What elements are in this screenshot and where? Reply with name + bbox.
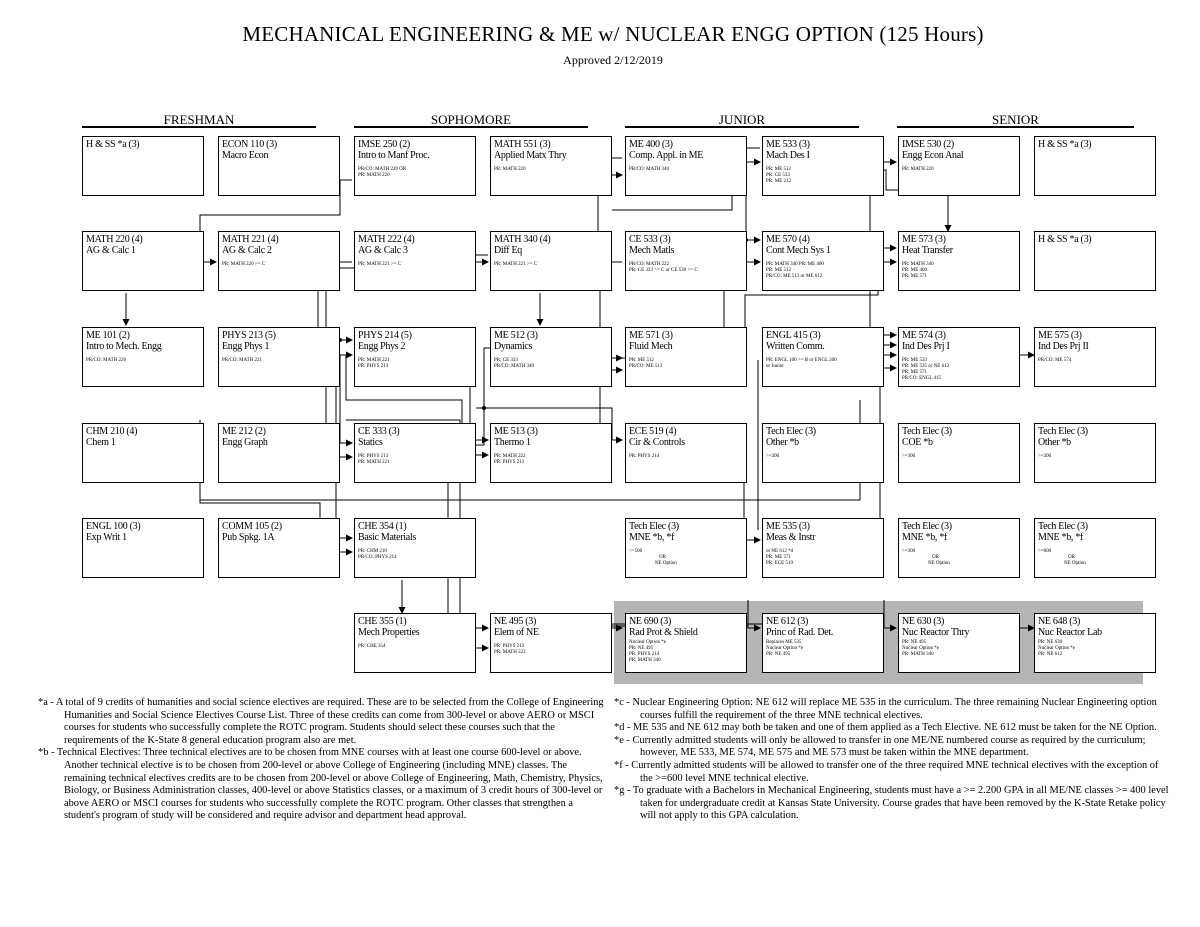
arrow-me400-to-me570 — [746, 170, 760, 240]
footnote-c: *c - Nuclear Engineering Option: NE 612 will replace ME 535 in the curriculum. The three remaining Nuclear Engineering option courses fulfill the requirement of the three MNE technical electives. — [614, 697, 1157, 721]
course-box-engl415: ENGL 415 (3) Written Comm. PR: ENGL 100 >= B or ENGL 200 or Junior — [762, 327, 884, 387]
course-box-ne690: NE 690 (3) Rad Prot & Shield Nuclear Option *e PR: NE 495 PR: PHYS 214 PR: MATH 340 — [625, 613, 747, 673]
course-box-ce333: CE 333 (3) Statics PR: PHYS 213 PR: MATH 221 — [354, 423, 476, 483]
footnotes-left — [38, 697, 604, 823]
course-box-ne612: NE 612 (3) Princ of Rad. Det. Replaces ME 535 Nuclear Option *e PR: NE 495 — [762, 613, 884, 673]
year-header-freshman: FRESHMAN — [163, 112, 235, 127]
footnote-e: *e - Currently admitted students will only be allowed to transfer in one ME/NE numbered course as required by the curriculum; however, ME 533, ME 574, ME 575 and ME 573 must be taken within the MNE department. — [614, 734, 1146, 759]
course-box-me573: ME 573 (3) Heat Transfer PR: MATH 340 PR: ME 400 PR: ME 571 — [898, 231, 1020, 291]
arrow-ce533-to-me533 — [746, 162, 760, 262]
junction-dot — [482, 406, 486, 410]
course-box-math222: MATH 222 (4) AG & Calc 3 PR: MATH 221 >= C — [354, 231, 476, 291]
course-box-h-ss-3: H & SS *a (3) — [1034, 231, 1156, 291]
course-box-tech-elec-other-1: Tech Elec (3) Other *b >=200 — [762, 423, 884, 483]
course-box-math220: MATH 220 (4) AG & Calc 1 — [82, 231, 204, 291]
course-box-chm210: CHM 210 (4) Chem 1 — [82, 423, 204, 483]
course-box-ce533: CE 533 (3) Mech Matls PR/CO: MATH 222 PR: CE 333 >= C or CE 530 >= C — [625, 231, 747, 291]
course-box-ne648: NE 648 (3) Nuc Reactor Lab PR: NE 630 Nuclear Option *e PR: NE 612 — [1034, 613, 1156, 673]
year-header-senior: SENIOR — [992, 112, 1039, 127]
course-box-me570: ME 570 (4) Cont Mech Sys 1 PR: MATH 340 PR: ME 400 PR: ME 512 PR/CO: ME 513 or ME 612 — [762, 231, 884, 291]
course-box-math340: MATH 340 (4) Diff Eq PR: MATH 221 >= C — [490, 231, 612, 291]
footnote-d: *d - ME 535 and NE 612 may both be taken and one of them applied as a Tech Elective. NE 612 must be taken for the NE Option. — [614, 722, 1157, 734]
approval-date: Approved 2/12/2019 — [563, 53, 663, 67]
course-box-tech-elec-other-2: Tech Elec (3) Other *b >=200 — [1034, 423, 1156, 483]
course-box-h-ss-2: H & SS *a (3) — [1034, 136, 1156, 196]
course-box-me400: ME 400 (3) Comp. Appl. in ME PR/CO: MATH 340 — [625, 136, 747, 196]
course-box-me533: ME 533 (3) Mach Des I PR: ME 512 PR: CE 533 PR: ME 212 — [762, 136, 884, 196]
course-box-che355: CHE 355 (1) Mech Properties PR: CHE 354 — [354, 613, 476, 673]
course-box-me535: ME 535 (3) Meas & Instr or NE 612 *d PR: ME 571 PR: ECE 519 — [762, 518, 884, 578]
course-box-econ110: ECON 110 (3) Macro Econ — [218, 136, 340, 196]
course-box-me212: ME 212 (2) Engg Graph — [218, 423, 340, 483]
course-box-tech-elec-mne-2: Tech Elec (3) MNE *b, *f >=300 OR NE Option — [898, 518, 1020, 578]
course-box-me512: ME 512 (3) Dynamics PR: CE 333 PR/CO: MATH 340 — [490, 327, 612, 387]
footnote-b: *b - Technical Electives: Three technical electives are to be chosen from MNE courses with at least one course 600-level or above. Another technical elective is to be chosen from 200-level or above College of Engineering (including MNE) classes. The remaining technical electives credits are to be chosen from 200-level or above College of Engineering, Math, Chemistry, Physics, Biology, or Business Administration classes, 400-level or above Statistics classes, or a maximum of 3 credit hours of 300-level or above AERO or MSCI courses for students who successfully complete the ROTC program. Other classes that strengthen a student's program of study will be considered and require advisor and department head approval. — [38, 747, 603, 822]
course-box-me101: ME 101 (2) Intro to Mech. Engg PR/CO: MATH 220 — [82, 327, 204, 387]
page-title: MECHANICAL ENGINEERING & ME w/ NUCLEAR ENGG OPTION (125 Hours) — [242, 22, 984, 46]
course-box-imse250: IMSE 250 (2) Intro to Manf Proc. PR/CO: MATH 220 OR PR: MATH 220 — [354, 136, 476, 196]
course-box-tech-elec-mne-1: Tech Elec (3) MNE *b, *f >=500 OR NE Option — [625, 518, 747, 578]
footnote-f: *f - Currently admitted students will be allowed to transfer one of the three required MNE technical electives with the exception of the >=600 level MNE technical elective. — [614, 759, 1159, 784]
course-box-ne630: NE 630 (3) Nuc Reactor Thry PR: NE 495 Nuclear Option *e PR: MATH 340 — [898, 613, 1020, 673]
course-box-h-ss-1: H & SS *a (3) — [82, 136, 204, 196]
year-header-sophomore: SOPHOMORE — [430, 112, 512, 127]
course-box-imse530: IMSE 530 (2) Engg Econ Anal PR: MATH 220 — [898, 136, 1020, 196]
year-header-junior: JUNIOR — [718, 112, 766, 127]
footnote-a: *a - A total of 9 credits of humanities and social science electives are required. These are to be selected from the College of Engineering Humanities and Social Science Electives Course List. Three of these credits can come from 300-level or above AERO or MSCI courses for students who successfully complete the ROTC program. Students should select these courses such that the requirements of the K-State 8 general education program also are met. — [38, 697, 604, 746]
course-box-engl100: ENGL 100 (3) Exp Writ 1 — [82, 518, 204, 578]
course-box-tech-elec-mne-3: Tech Elec (3) MNE *b, *f >=600 OR NE Option — [1034, 518, 1156, 578]
course-box-me575: ME 575 (3) Ind Des Prj II PR/CO: ME 574 — [1034, 327, 1156, 387]
course-box-math551: MATH 551 (3) Applied Matx Thry PR: MATH 220 — [490, 136, 612, 196]
footnote-g: *g - To graduate with a Bachelors in Mechanical Engineering, students must have a >= 2.200 GPA in all ME/NE classes >= 400 level taken for undergraduate credit at Kansas State University. Course grades that have been removed by the K-State Retake policy will not apply to this GPA calculation. — [614, 785, 1169, 822]
course-box-ne495: NE 495 (3) Elem of NE PR: PHYS 213 PR: MATH 222 — [490, 613, 612, 673]
course-box-comm105: COMM 105 (2) Pub Spkg. 1A — [218, 518, 340, 578]
course-box-me571: ME 571 (3) Fluid Mech PR: ME 512 PR/CO: ME 513 — [625, 327, 747, 387]
course-box-phys213: PHYS 213 (5) Engg Phys 1 PR/CO: MATH 221 — [218, 327, 340, 387]
arrow-ce333-to-me512 — [476, 348, 490, 445]
course-box-tech-elec-coe: Tech Elec (3) COE *b >=300 — [898, 423, 1020, 483]
course-box-ece519: ECE 519 (4) Cir & Controls PR: PHYS 214 — [625, 423, 747, 483]
course-box-phys214: PHYS 214 (5) Engg Phys 2 PR: MATH 221 PR: PHYS 213 — [354, 327, 476, 387]
course-box-me574: ME 574 (3) Ind Des Prj I PR: ME 533 PR: ME 535 or NE 612 PR: ME 571 PR/CO: ENGL 415 — [898, 327, 1020, 387]
course-box-math221: MATH 221 (4) AG & Calc 2 PR: MATH 220 >= C — [218, 231, 340, 291]
course-box-che354: CHE 354 (1) Basic Materials PR: CHM 210 PR/CO: PHYS 214 — [354, 518, 476, 578]
course-box-me513: ME 513 (3) Thermo 1 PR: MATH 222 PR: PHYS 213 — [490, 423, 612, 483]
footnotes-right — [614, 697, 1170, 823]
